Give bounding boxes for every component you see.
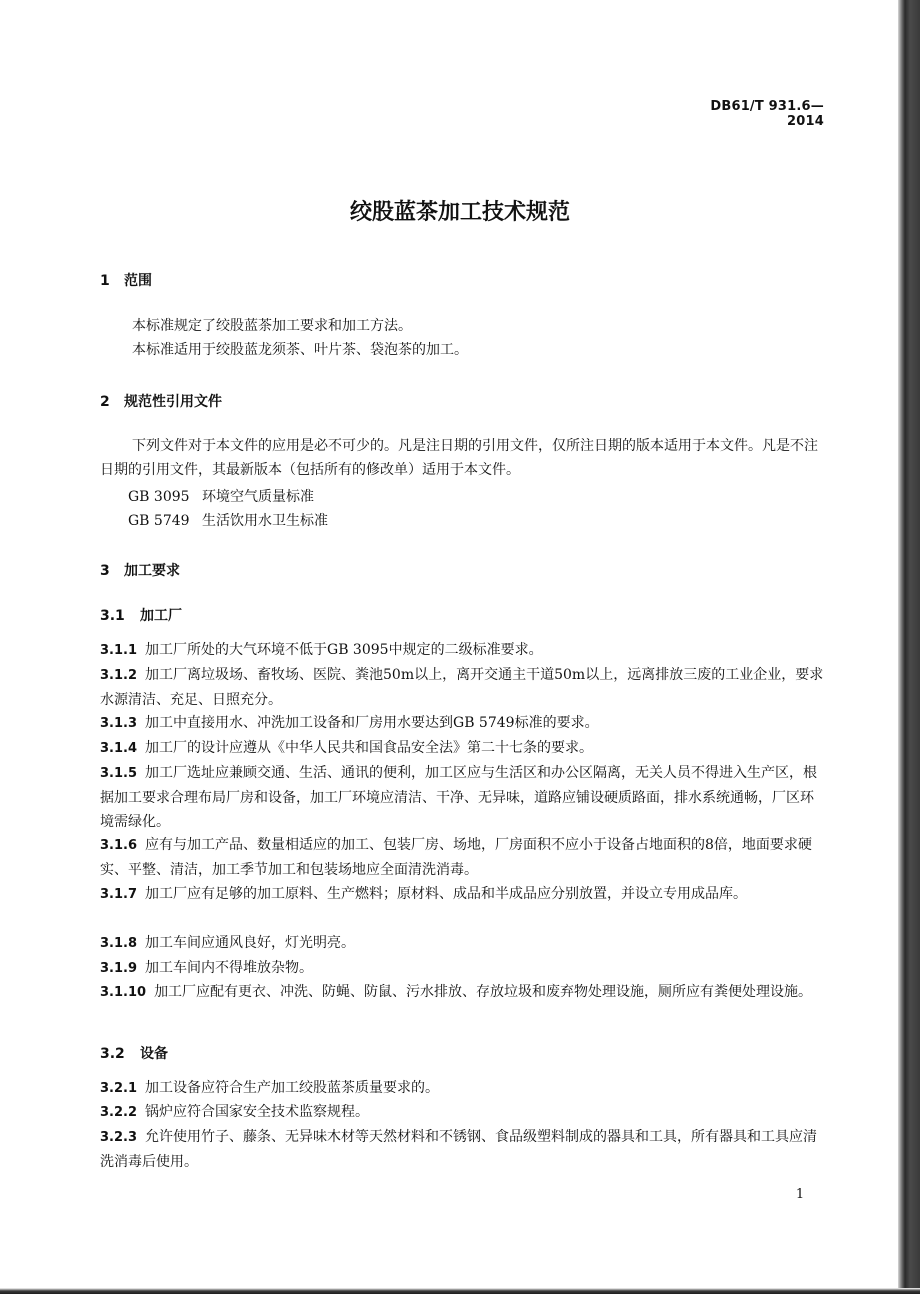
clause-text: 锅炉应符合国家安全技术监察规程。 (145, 1104, 370, 1120)
clause-text: 加工中直接用水、冲洗加工设备和厂房用水要达到GB 5749标准的要求。 (145, 715, 599, 731)
section-title: 设备 (140, 1046, 168, 1062)
section-title: 规范性引用文件 (124, 394, 222, 410)
section-3-heading (100, 560, 180, 580)
section-2-heading (100, 391, 222, 411)
clause-3-1-4 (100, 736, 824, 761)
clause-3-2-2 (100, 1100, 824, 1125)
clause-text: 应有与加工产品、数量相适应的加工、包装厂房、场地，厂房面积不应小于设备占地面积的8倍，地面要求硬实、平整、清洁，加工季节加工和包装场地应全面清洗消毒。 (100, 837, 812, 878)
clause-text: 加工厂选址应兼顾交通、生活、通讯的便利，加工区应与生活区和办公区隔离，无关人员不得进入生产区，根据加工要求合理布局厂房和设备，加工厂环境应清洁、干净、无异味，道路应铺设硬质路面，排水系统通畅，厂区环境需绿化。 (100, 765, 818, 830)
clause-3-1-10 (100, 980, 824, 1005)
clause-text: 允许使用竹子、藤条、无异味木材等天然材料和不锈钢、食品级塑料制成的器具和工具，所有器具和工具应清洗消毒后使用。 (100, 1129, 818, 1170)
section-number: 1 (100, 273, 110, 289)
reference-entry (128, 510, 328, 530)
clause-text: 加工厂应有足够的加工原料、生产燃料；原材料、成品和半成品应分别放置，并设立专用成品库。 (145, 886, 748, 902)
clause-text: 加工车间应通风良好，灯光明亮。 (145, 935, 356, 951)
reference-code: GB 3095 (128, 489, 190, 505)
section-number: 3 (100, 563, 110, 579)
clause-3-1-3 (100, 711, 824, 736)
clause-text: 加工厂离垃圾场、畜牧场、医院、粪池50m以上，离开交通主干道50m以上，远离排放三废的工业企业，要求水源清洁、充足、日照充分。 (100, 667, 824, 708)
clause-number: 3.1.8 (100, 936, 138, 951)
paragraph: 本标准规定了绞股蓝茶加工要求和加工方法。 (132, 318, 412, 334)
clause-text: 加工设备应符合生产加工绞股蓝茶质量要求的。 (145, 1080, 440, 1096)
document-title: 绞股蓝茶加工技术规范 (349, 200, 570, 225)
subsection-3-1-heading (100, 605, 182, 625)
clause-3-1-9 (100, 956, 824, 981)
clause-3-1-5 (100, 761, 824, 834)
section-1-heading (100, 270, 152, 290)
clause-number: 3.1.5 (100, 766, 138, 781)
scan-bottom-shadow (0, 1288, 920, 1294)
paragraph: 本标准适用于绞股蓝龙须茶、叶片茶、袋泡茶的加工。 (132, 342, 468, 358)
clause-number: 3.1.7 (100, 887, 138, 902)
reference-name: 环境空气质量标准 (202, 489, 314, 505)
clause-3-1-8 (100, 931, 824, 956)
clause-text: 加工厂所处的大气环境不低于GB 3095中规定的二级标准要求。 (145, 642, 543, 658)
section-number: 3.2 (100, 1046, 125, 1062)
clause-number: 3.2.1 (100, 1081, 138, 1096)
page-number: 1 (795, 1187, 805, 1202)
reference-code: GB 5749 (128, 513, 190, 529)
section-title: 范围 (124, 273, 152, 289)
section-number: 2 (100, 394, 110, 410)
subsection-3-2-heading (100, 1043, 168, 1063)
clause-number: 3.1.3 (100, 716, 138, 731)
clause-3-1-6 (100, 833, 824, 882)
clause-number: 3.1.6 (100, 838, 138, 853)
clause-text: 加工厂的设计应遵从《中华人民共和国食品安全法》第二十七条的要求。 (145, 740, 594, 756)
section-title: 加工厂 (140, 608, 182, 624)
section-title: 加工要求 (124, 563, 180, 579)
reference-name: 生活饮用水卫生标准 (202, 513, 328, 529)
paragraph: 下列文件对于本文件的应用是必不可少的。凡是注日期的引用文件，仅所注日期的版本适用于本文件。凡是不注日期的引用文件，其最新版本（包括所有的修改单）适用于本文件。 (100, 438, 818, 478)
clause-3-2-3 (100, 1125, 824, 1174)
clause-number: 3.2.3 (100, 1130, 138, 1145)
clause-3-1-7 (100, 882, 824, 907)
clause-number: 3.1.10 (100, 985, 147, 1000)
clause-text: 加工厂应配有更衣、冲洗、防蝇、防鼠、污水排放、存放垃圾和废弃物处理设施，厕所应有粪便处理设施。 (154, 984, 813, 1000)
clause-3-1-2 (100, 663, 824, 712)
reference-entry (128, 486, 314, 506)
clause-number: 3.2.2 (100, 1105, 138, 1120)
clause-3-2-1 (100, 1076, 824, 1101)
clause-number: 3.1.2 (100, 668, 138, 683)
document-code: DB61/T 931.6—2014 (710, 99, 824, 129)
section-number: 3.1 (100, 608, 125, 624)
clause-number: 3.1.1 (100, 643, 138, 658)
clause-3-1-1 (100, 638, 824, 663)
clause-number: 3.1.4 (100, 741, 138, 756)
clause-number: 3.1.9 (100, 961, 138, 976)
clause-text: 加工车间内不得堆放杂物。 (145, 960, 314, 976)
